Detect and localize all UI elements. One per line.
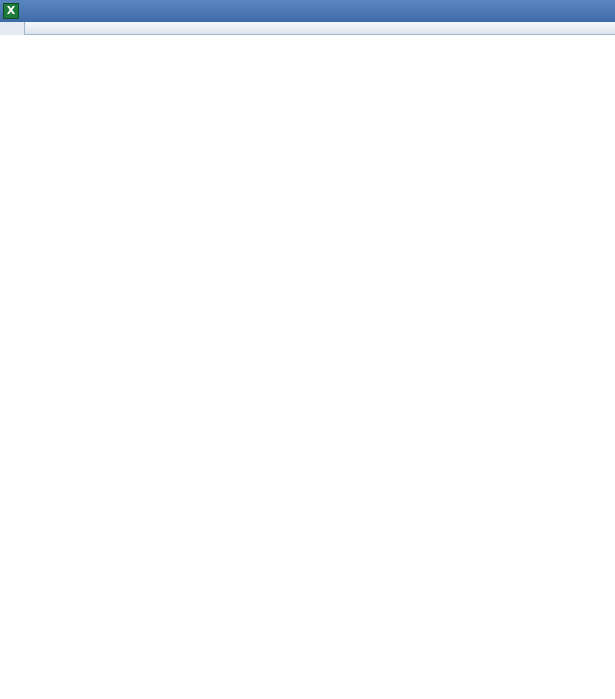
excel-icon: X (3, 3, 19, 19)
column-headers (0, 22, 615, 35)
window-titlebar (0, 0, 615, 22)
select-all-corner[interactable] (0, 22, 25, 35)
